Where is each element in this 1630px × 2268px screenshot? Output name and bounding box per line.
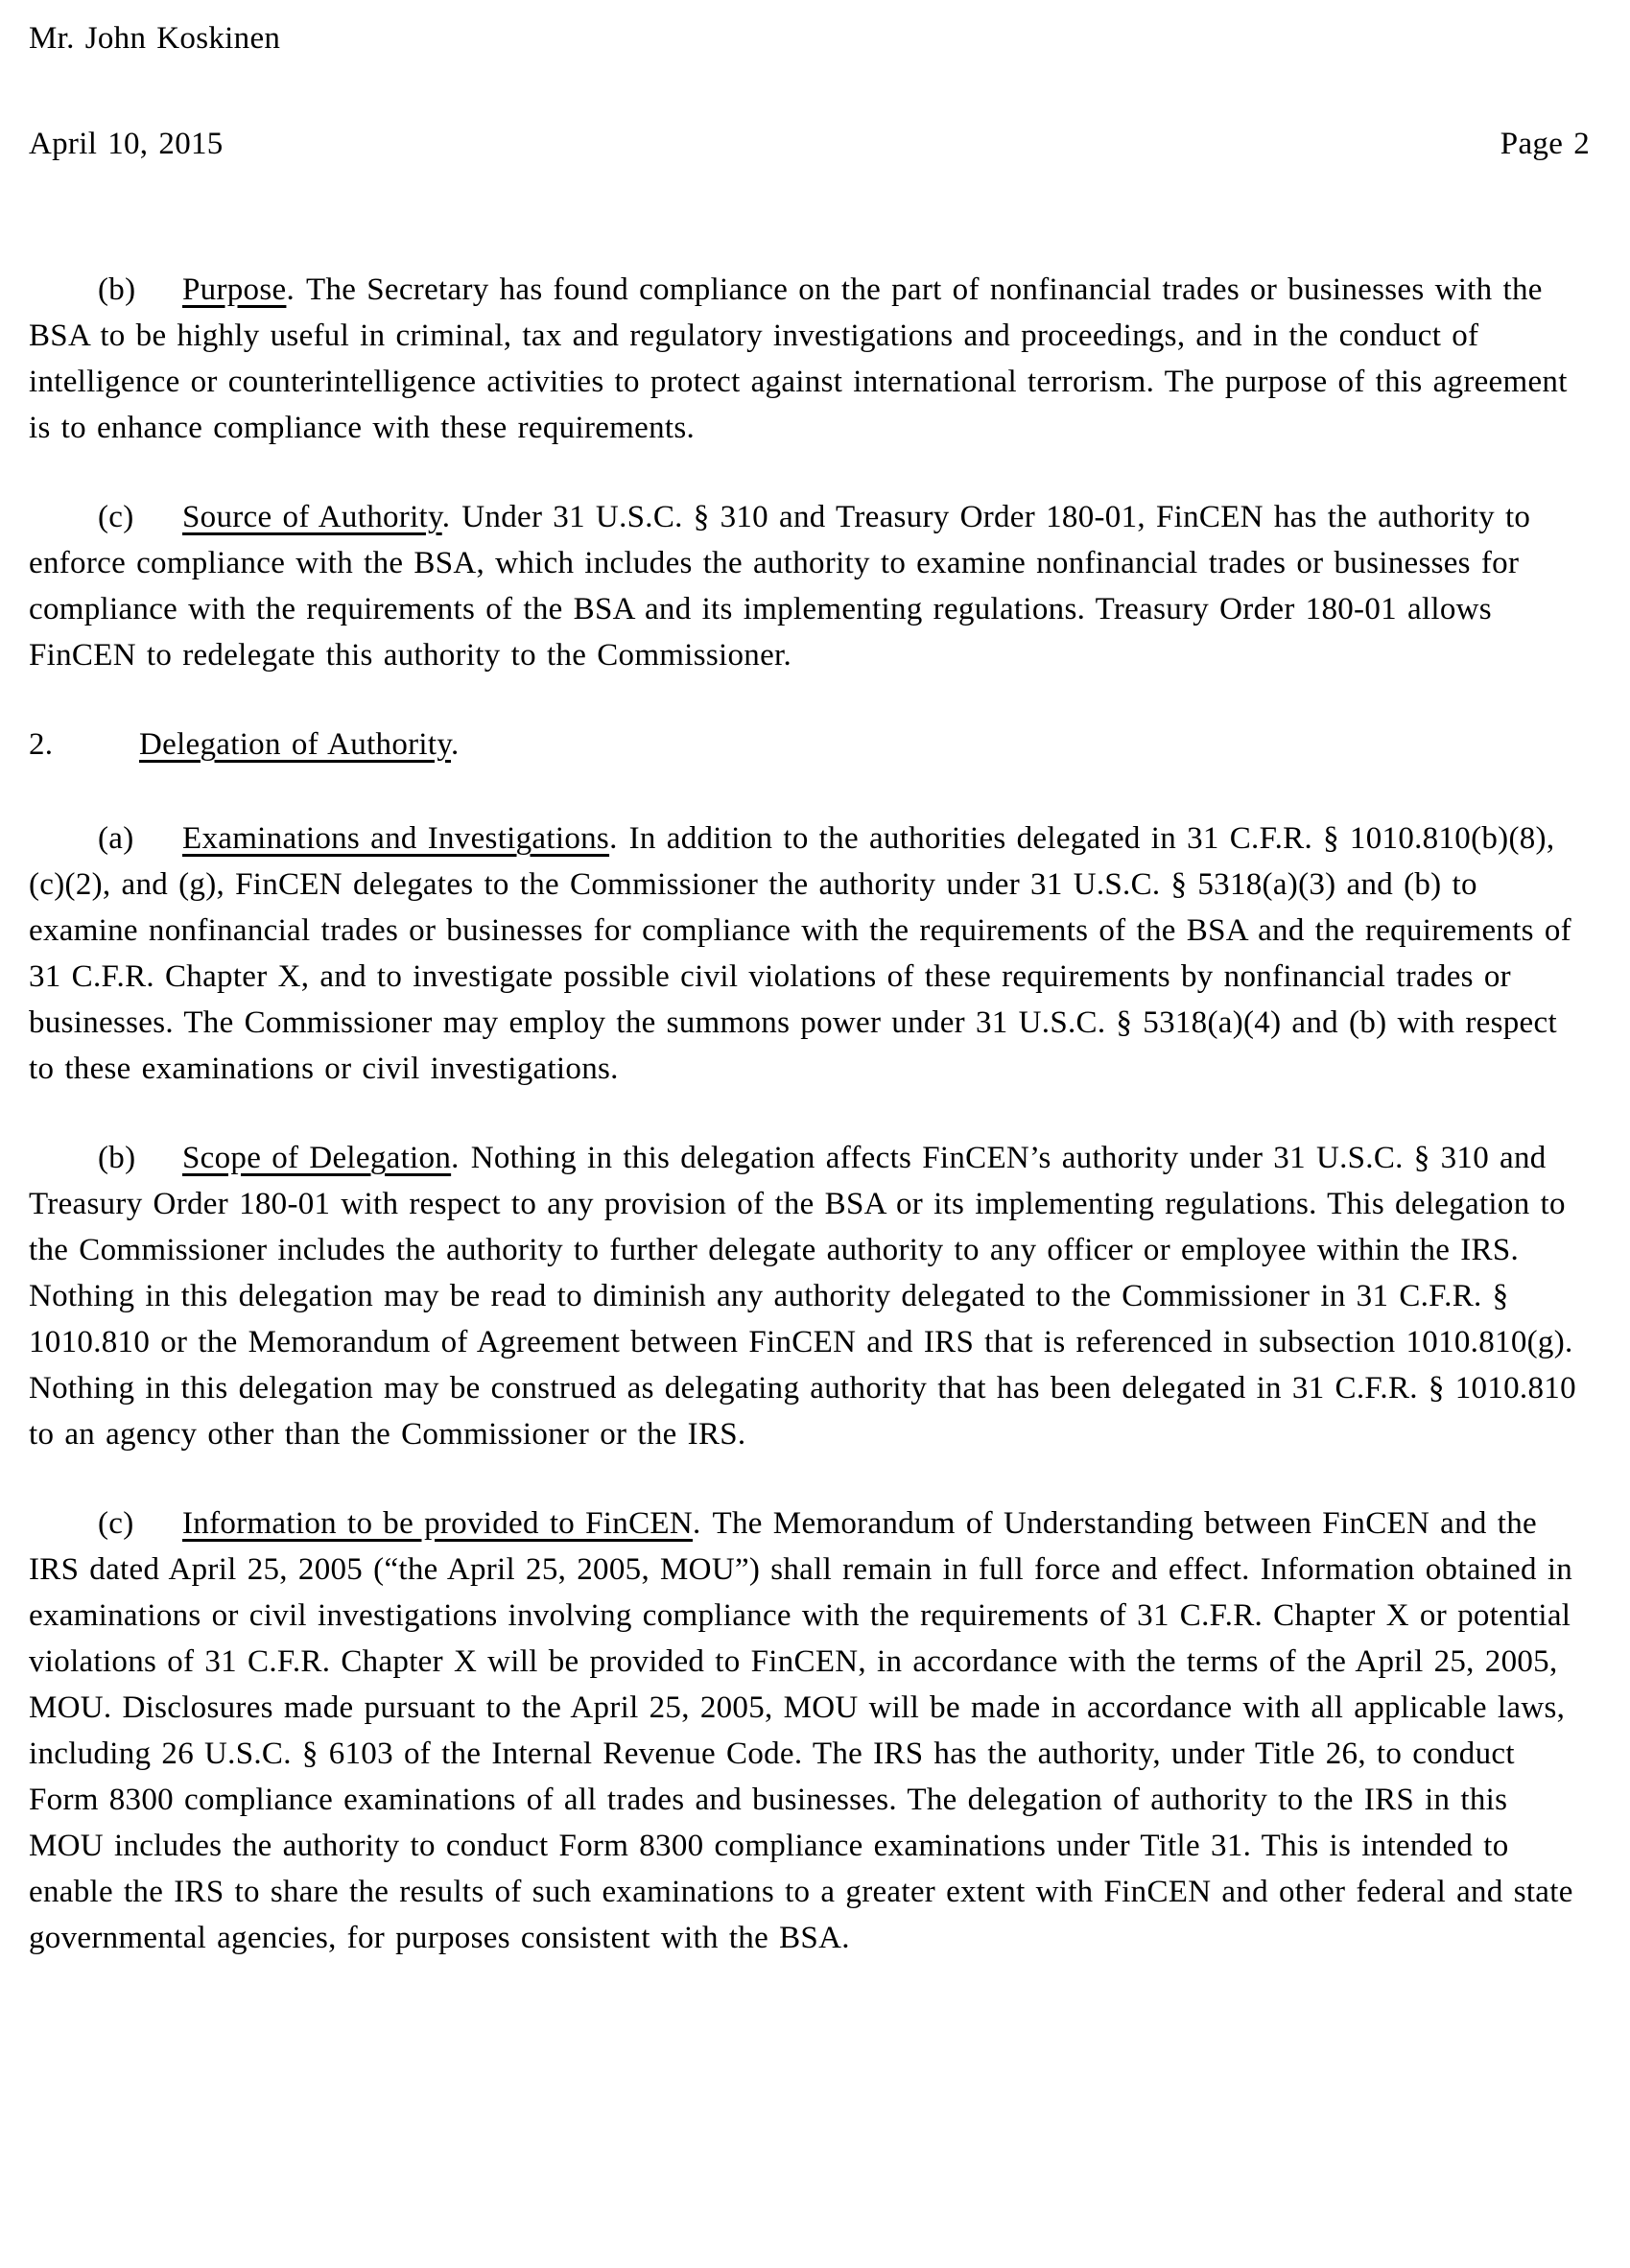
paragraph-body: Nothing in this delegation affects FinCEN’s authority under 31 U.S.C. § 310 and Treasury Order 180-01 with respect to any provision of the BSA or its implementing regulations. This delegation to the Commissioner includes the authority to further delegate authority to any officer or employee within the IRS. Nothing in this delegation may be read to diminish any authority delegated to the Commissioner in 31 C.F.R. § 1010.810 or the Memorandum of Agreement between FinCEN and IRS that is referenced in subsection 1010.810(g). Nothing in this delegation may be construed as delegating authority that has been delegated in 31 C.F.R. § 1010.810 to an agency other than the Commissioner or the IRS. bbox=[29, 1141, 1576, 1452]
heading-separator: . bbox=[451, 1141, 460, 1175]
paragraph-scope-of-delegation bbox=[29, 1135, 1590, 1457]
document-header-row bbox=[29, 111, 1590, 167]
paragraph-examinations-and-investigations bbox=[29, 815, 1590, 1092]
paragraph-heading: Information to be provided to FinCEN bbox=[182, 1506, 693, 1541]
recipient-name: Mr. John Koskinen bbox=[29, 21, 281, 56]
page-number: Page 2 bbox=[1500, 127, 1590, 161]
paragraph-source-of-authority bbox=[29, 494, 1590, 678]
heading-separator: . bbox=[609, 821, 618, 856]
paragraph-label: (b) bbox=[98, 1141, 136, 1175]
paragraph-heading: Purpose bbox=[182, 272, 287, 307]
paragraph-label: (a) bbox=[98, 821, 134, 856]
document-date: April 10, 2015 bbox=[29, 127, 224, 161]
section-heading: Delegation of Authority bbox=[139, 727, 452, 762]
paragraph-information-to-fincen bbox=[29, 1500, 1590, 1961]
paragraph-label: (c) bbox=[98, 1506, 134, 1541]
paragraph-purpose bbox=[29, 267, 1590, 451]
section-heading-delegation-of-authority bbox=[29, 721, 1590, 768]
paragraph-heading: Examinations and Investigations bbox=[182, 821, 610, 856]
heading-separator: . bbox=[451, 727, 460, 762]
paragraph-heading: Source of Authority bbox=[182, 500, 442, 534]
paragraph-body: The Memorandum of Understanding between FinCEN and the IRS dated April 25, 2005 (“the April 25, 2005, MOU”) shall remain in full force and effect. Information obtained in examinations or civil investigations involving compliance with the requirements of 31 C.F.R. Chapter X or potential violations of 31 C.F.R. Chapter X will be provided to FinCEN, in accordance with the terms of the April 25, 2005, MOU. Disclosures made pursuant to the April 25, 2005, MOU will be made in accordance with all applicable laws, including 26 U.S.C. § 6103 of the Internal Revenue Code. The IRS has the authority, under Title 26, to conduct Form 8300 compliance examinations of all trades and businesses. The delegation of authority to the IRS in this MOU includes the authority to conduct Form 8300 compliance examinations under Title 31. This is intended to enable the IRS to share the results of such examinations to a greater extent with FinCEN and other federal and state governmental agencies, for purposes consistent with the BSA. bbox=[29, 1506, 1573, 1955]
paragraph-body: Under 31 U.S.C. § 310 and Treasury Order 180-01, FinCEN has the authority to enforce compliance with the BSA, which includes the authority to examine nonfinancial trades or businesses for compliance with the requirements of the BSA and its implementing regulations. Treasury Order 180-01 allows FinCEN to redelegate this authority to the Commissioner. bbox=[29, 500, 1531, 673]
paragraph-body: In addition to the authorities delegated in 31 C.F.R. § 1010.810(b)(8), (c)(2), and (g), FinCEN delegates to the Commissioner the authority under 31 U.S.C. § 5318(a)(3) and (b) to examine nonfinancial trades or businesses for compliance with the requirements of the BSA and the requirements of 31 C.F.R. Chapter X, and to investigate possible civil violations of these requirements by nonfinancial trades or businesses. The Commissioner may employ the summons power under 31 U.S.C. § 5318(a)(4) and (b) with respect to these examinations or civil investigations. bbox=[29, 821, 1571, 1086]
heading-separator: . bbox=[286, 272, 295, 307]
paragraph-label: (b) bbox=[98, 272, 136, 307]
paragraph-label: (c) bbox=[98, 500, 134, 534]
heading-separator: . bbox=[692, 1506, 701, 1541]
heading-separator: . bbox=[441, 500, 451, 534]
section-number: 2. bbox=[29, 727, 54, 762]
paragraph-body: The Secretary has found compliance on the part of nonfinancial trades or businesses with the BSA to be highly useful in criminal, tax and regulatory investigations and proceedings, and in the conduct of intelligence or counterintelligence activities to protect against international terrorism. The purpose of this agreement is to enhance compliance with these requirements. bbox=[29, 272, 1568, 445]
paragraph-heading: Scope of Delegation bbox=[182, 1141, 452, 1175]
